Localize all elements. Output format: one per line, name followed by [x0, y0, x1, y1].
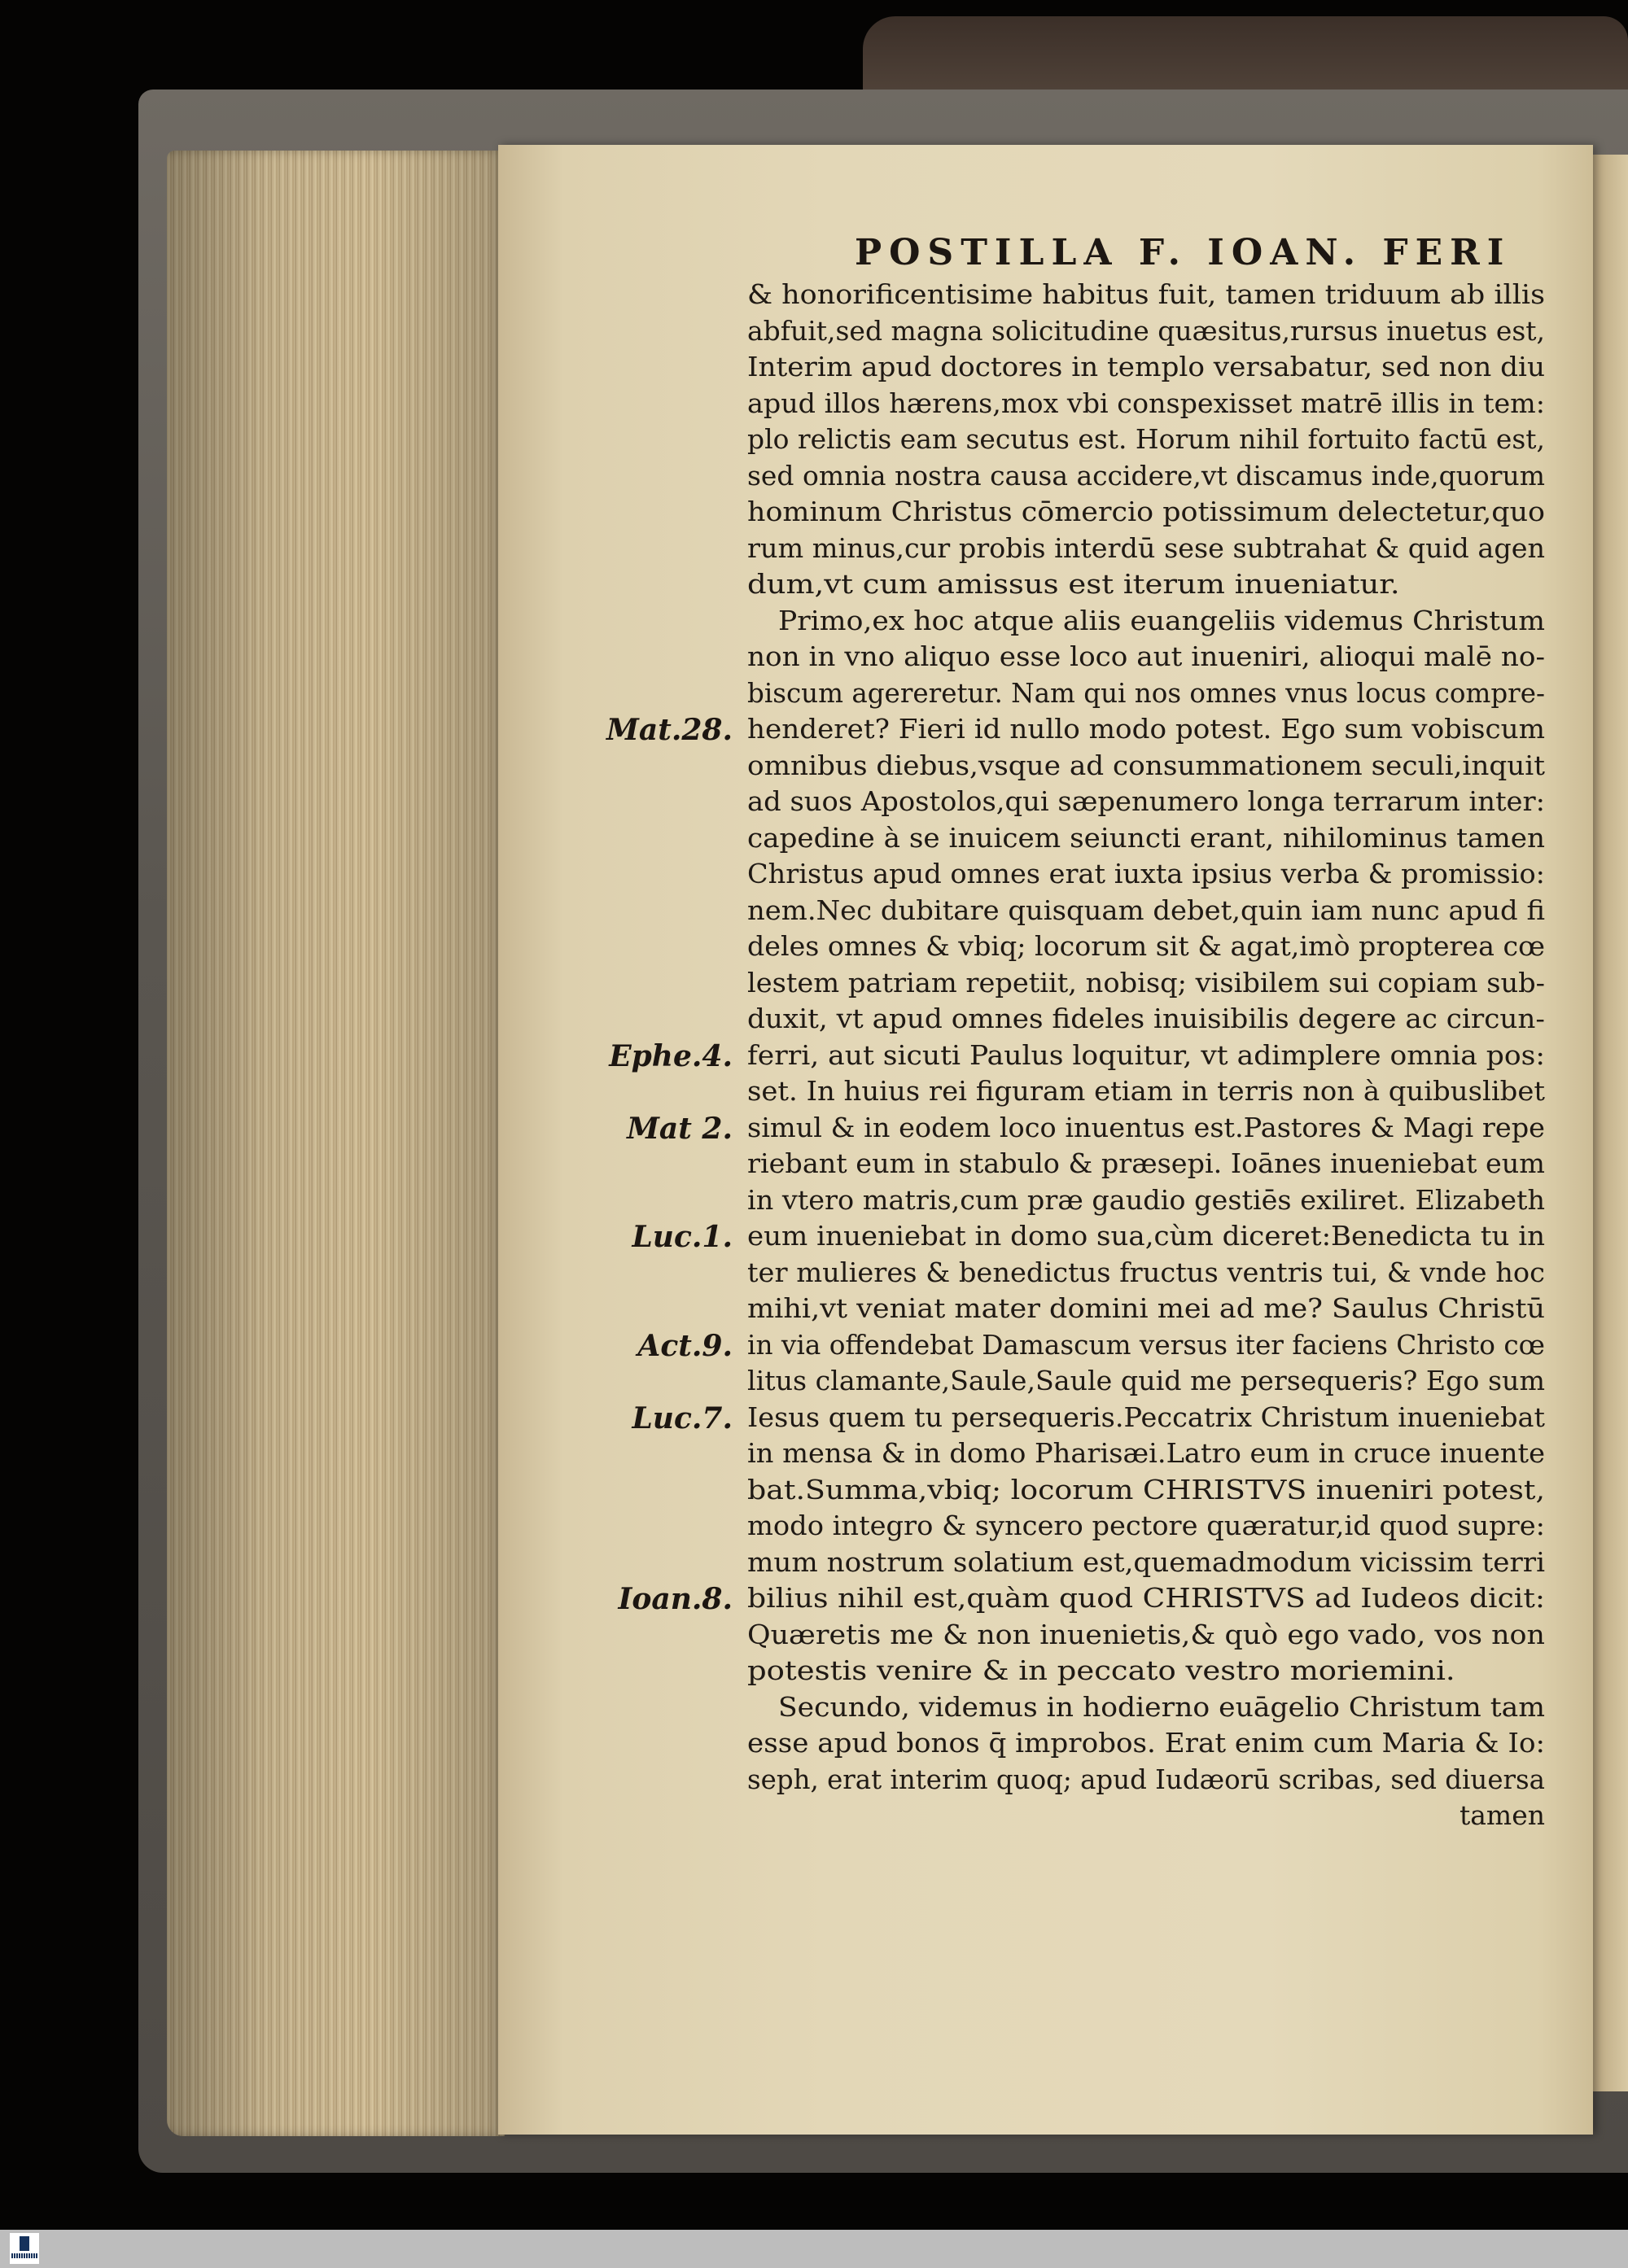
text-line: Christus apud omnes erat iuxta ipsius verba & promissio:: [747, 858, 1545, 889]
text-line: litus clamante,Saule,Saule quid me persequeris? Ego sum: [747, 1365, 1545, 1396]
viewer-footer-bar: [0, 2230, 1628, 2268]
text-line: ferri, aut sicuti Paulus loquitur, vt adimplere omnia pos:: [747, 1038, 1545, 1071]
margin-note-act9: Act.9.: [637, 1328, 733, 1363]
text-line: eum inueniebat in domo sua,cùm diceret:Benedicta tu in: [747, 1220, 1545, 1252]
text-line: Secundo, videmus in hodierno euāgelio Christum tam: [778, 1690, 1545, 1723]
body-text: [747, 277, 1545, 1834]
margin-note-luc1: Luc.1.: [632, 1220, 733, 1254]
text-line: seph, erat interim quoq; apud Iudæorū scribas, sed diuersa: [747, 1763, 1545, 1795]
text-line: in mensa & in domo Pharisæi.Latro eum in cruce inuente: [747, 1437, 1545, 1469]
text-line: Primo,ex hoc atque aliis euangeliis videmus Christum: [778, 604, 1545, 636]
text-line: duxit, vt apud omnes fideles inuisibilis degere ac circun-: [747, 1003, 1545, 1034]
text-line: biscum agereretur. Nam qui nos omnes vnus locus compre-: [747, 676, 1545, 709]
facing-page-edge: [1591, 155, 1628, 2091]
text-line: bat.Summa,vbiq; locorum CHRISTVS inueniri potest,: [747, 1473, 1545, 1505]
text-line: bilius nihil est,quàm quod CHRISTVS ad Iudeos dicit:: [747, 1582, 1545, 1614]
text-line: abfuit,sed magna solicitudine quæsitus,rursus inuetus est,: [747, 314, 1545, 347]
text-line: simul & in eodem loco inuentus est.Pastores & Magi repe: [747, 1111, 1545, 1143]
text-line: potestis venire & in peccato vestro moriemini.: [747, 1654, 1455, 1686]
text-line: rum minus,cur probis interdū sese subtrahat & quid agen: [747, 531, 1545, 564]
text-line: plo relictis eam secutus est. Horum nihil fortuito factū est,: [747, 423, 1545, 455]
margin-note-luc7: Luc.7.: [632, 1401, 733, 1436]
text-line: in via offendebat Damascum versus iter faciens Christo cœ: [747, 1328, 1545, 1361]
text-line: modo integro & syncero pectore quæratur,id quod supre:: [747, 1510, 1545, 1541]
text-line: omnibus diebus,vsque ad consummationem seculi,inquit: [747, 749, 1545, 781]
text-line: sed omnia nostra causa accidere,vt discamus inde,quorum: [747, 459, 1545, 492]
margin-note-mat28: Mat.28.: [606, 713, 733, 747]
text-line: ter mulieres & benedictus fructus ventris tui, & vnde hoc: [747, 1256, 1545, 1288]
text-line: Iesus quem tu persequeris.Peccatrix Christum inueniebat: [747, 1401, 1545, 1433]
text-line: set. In huius rei figuram etiam in terris non à quibuslibet: [747, 1075, 1545, 1107]
text-line: Quæretis me & non inuenietis,& quò ego vado, vos non: [747, 1618, 1545, 1650]
text-line: deles omnes & vbiq; locorum sit & agat,imò propterea cœ: [747, 930, 1545, 962]
text-line: riebant eum in stabulo & præsepi. Ioānes inueniebat eum: [747, 1147, 1545, 1179]
text-line: in vtero matris,cum præ gaudio gestiēs exiliret. Elizabeth: [747, 1183, 1545, 1216]
text-line: dum,vt cum amissus est iterum inueniatur.: [747, 568, 1400, 600]
margin-note-ephe4: Ephe.4.: [609, 1038, 733, 1073]
text-line: hominum Christus cōmercio potissimum delectetur,quo: [747, 496, 1545, 527]
text-line: lestem patriam repetiit, nobisq; visibilem sui copiam sub-: [747, 966, 1545, 999]
text-line: henderet? Fieri id nullo modo potest. Ego sum vobiscum: [747, 713, 1545, 745]
margin-note-ioan8: Ioan.8.: [618, 1582, 733, 1616]
margin-note-mat2: Mat 2.: [627, 1111, 733, 1146]
text-line: esse apud bonos q̄ improbos. Erat enim cum Maria & Io:: [747, 1727, 1545, 1759]
text-line: nem.Nec dubitare quisquam debet,quin iam nunc apud fi: [747, 894, 1545, 926]
page-edges-shade: [167, 151, 505, 2136]
text-line: ad suos Apostolos,qui sæpenumero longa terrarum inter:: [747, 785, 1545, 817]
text-line: mum nostrum solatium est,quemadmodum vicissim terri: [747, 1545, 1545, 1578]
text-line: capedine à se inuicem seiuncti erant, nihilominus tamen: [747, 821, 1545, 854]
text-line: non in vno aliquo esse loco aut inueniri, alioqui malē no-: [747, 640, 1545, 672]
text-line: tamen: [1459, 1799, 1545, 1831]
running-head: POSTILLA F. IOAN. FERI: [855, 232, 1512, 273]
library-logo-icon[interactable]: [10, 2233, 39, 2264]
text-line: Interim apud doctores in templo versabatur, sed non diu: [747, 351, 1545, 382]
text-line: mihi,vt veniat mater domini mei ad me? Saulus Christū: [747, 1292, 1545, 1324]
text-line: apud illos hærens,mox vbi conspexisset matrē illis in tem:: [747, 387, 1545, 419]
text-line: & honorificentisime habitus fuit, tamen triduum ab illis: [747, 278, 1545, 310]
